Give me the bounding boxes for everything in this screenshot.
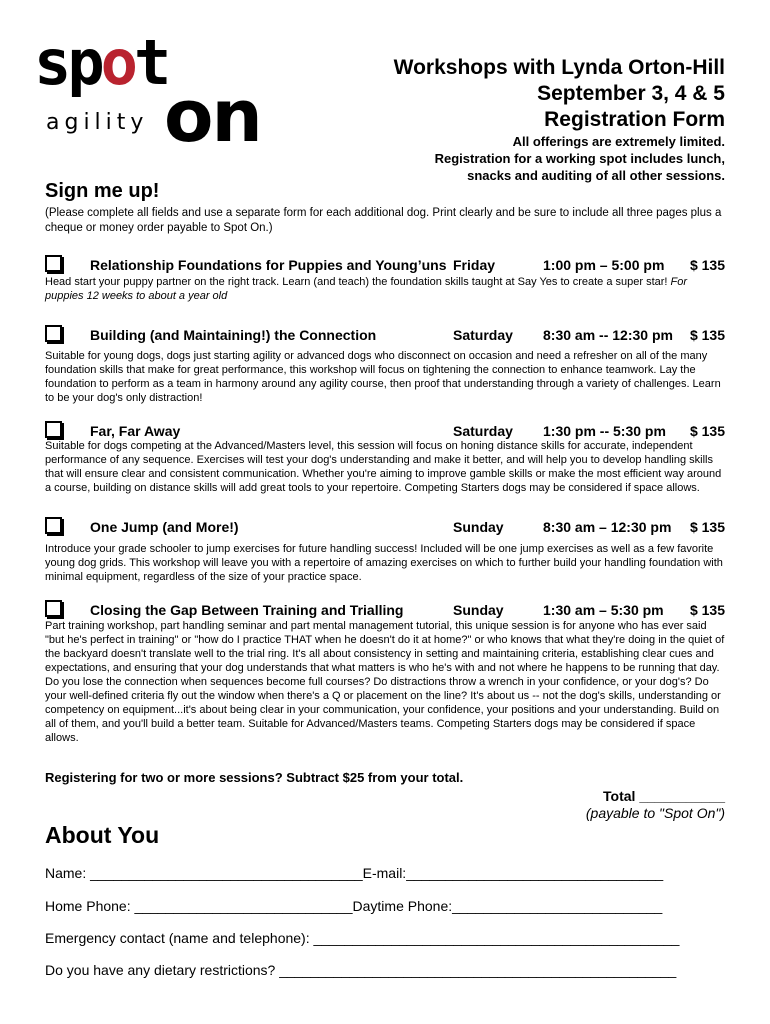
header-note bbox=[435, 133, 725, 184]
workshop-description: Part training workshop, part handling seminar and part mental management tutorial, this unique session is for anyone who has ever said "but he's perfect in training" or "how do I practice THAT when he doesn't do it at home?" or who knows that what they're doing in the quiet of the backyard doesn't translate well to the trial ring. It's all about consistency in setting and maintaining criteria, establishing clear cues and expectations, and ensuring that your dog understands that what matters is who he's with and not where he happens to be running that day. Do you lose the connection when sequences become full courses? Do distractions throw a wrench in your confidence, or your dog's? Do your well-defined criteria fly out the window when there's a Q or placement on the line? It's about us -- not the dog's skills, understanding or competency on equipment...it's about being clear in your communication, your confidence, your positions and your understanding. Build on all of them, and you'll build a better team. Suitable for Advanced/Masters teams. Competing Starters dogs may be considered if space allows. bbox=[45, 620, 725, 744]
workshop-name: Relationship Foundations for Puppies and Young’uns bbox=[90, 257, 447, 273]
workshop-name: Far, Far Away bbox=[90, 423, 181, 439]
logo-on-text: on bbox=[164, 74, 261, 158]
workshop-time: 1:30 pm -- 5:30 pm bbox=[543, 423, 666, 439]
workshop-description: Introduce your grade schooler to jump exercises for future handling success! Included will be one jump exercises as well as a few favorite young dog grids. This workshop will leave you with a repertoire of amazing exercises on which to further build your handling foundation with minimal equipment, regardless of the size of your practice space. bbox=[45, 543, 723, 583]
header-title bbox=[394, 55, 725, 133]
workshop-row bbox=[45, 327, 725, 347]
workshop-name: One Jump (and More!) bbox=[90, 519, 239, 535]
workshop-price: $ 135 bbox=[689, 423, 725, 439]
workshop-day: Friday bbox=[453, 257, 496, 273]
note-line-2: Registration for a working spot includes lunch, bbox=[434, 151, 725, 166]
dietary-restrictions-field[interactable]: Do you have any dietary restrictions? ___________________________________________________ bbox=[45, 962, 677, 978]
spot-on-logo bbox=[34, 26, 264, 158]
workshop-time: 1:00 pm – 5:00 pm bbox=[543, 257, 665, 273]
workshop-day: Saturday bbox=[453, 327, 513, 343]
checkbox[interactable] bbox=[45, 517, 62, 539]
logo-spot-text: spot bbox=[34, 26, 168, 99]
workshop-time: 8:30 am – 12:30 pm bbox=[543, 519, 672, 535]
total-field[interactable]: Total ___________ bbox=[603, 788, 725, 804]
workshop-description: Suitable for dogs competing at the Advanced/Masters level, this session will focus on honing distance skills for accurate, independent performance of any sequence. Exercises will test your dog's understanding and make it better, and will help you to develop handling skills that will ensure clear and consistent communication. Whether you're aiming to improve gamble skills or make the most efficient way around a course, building on distance skills will add great tools to your repertoire. Competing Starters dogs may be considered if space allows. bbox=[45, 440, 722, 494]
workshop-name: Closing the Gap Between Training and Trialling bbox=[90, 602, 404, 618]
checkbox[interactable] bbox=[45, 255, 62, 277]
about-heading: About You bbox=[45, 822, 160, 848]
workshop-description: Suitable for young dogs, dogs just starting agility or advanced dogs who disconnect on occasion and need a refresher on all of the many foundation skills that make for great performance, this workshop will focus on tightening the connection to enhance teamwork. Lay the foundation to perform as a team in harmony around any agility course, then proof that understanding through a variety of challenges. Learn to be your dog's only distraction! bbox=[45, 350, 721, 404]
title-line-3: Registration Form bbox=[544, 108, 725, 131]
signup-heading: Sign me up! bbox=[45, 180, 160, 202]
workshop-description: Head start your puppy partner on the right track. Learn (and teach) the foundation skills taught at Say Yes to create a super star! For puppies 12 weeks to about a year old bbox=[45, 276, 688, 302]
workshop-day: Sunday bbox=[453, 602, 504, 618]
note-line-3: snacks and auditing of all other sessions. bbox=[467, 168, 725, 183]
workshop-row bbox=[45, 519, 725, 539]
multi-session-discount: Registering for two or more sessions? Subtract $25 from your total. bbox=[45, 770, 464, 785]
workshop-price: $ 135 bbox=[689, 327, 725, 343]
title-line-2: September 3, 4 & 5 bbox=[537, 82, 725, 105]
phone-field[interactable]: Home Phone: ____________________________Daytime Phone:___________________________ bbox=[45, 898, 663, 914]
payable-note: (payable to "Spot On") bbox=[585, 805, 725, 821]
workshop-price: $ 135 bbox=[689, 519, 725, 535]
checkbox[interactable] bbox=[45, 325, 62, 347]
workshop-price: $ 135 bbox=[689, 602, 725, 618]
workshop-day: Sunday bbox=[453, 519, 504, 535]
workshop-row bbox=[45, 257, 725, 277]
logo-agility-text: agility bbox=[46, 110, 149, 135]
workshop-day: Saturday bbox=[453, 423, 513, 439]
workshop-age-note: For puppies 12 weeks to about a year old bbox=[45, 276, 688, 302]
title-line-1: Workshops with Lynda Orton-Hill bbox=[393, 56, 725, 79]
emergency-contact-field[interactable]: Emergency contact (name and telephone): _______________________________________________ bbox=[45, 930, 680, 946]
workshop-price: $ 135 bbox=[689, 257, 725, 273]
name-email-field[interactable]: Name: ___________________________________E-mail:_________________________________ bbox=[45, 865, 664, 881]
workshop-time: 8:30 am -- 12:30 pm bbox=[543, 327, 673, 343]
workshop-name: Building (and Maintaining!) the Connection bbox=[90, 327, 377, 343]
note-line-1: All offerings are extremely limited. bbox=[512, 134, 725, 149]
signup-intro: (Please complete all fields and use a separate form for each additional dog. Print clearly and be sure to include all three pages plus a cheque or money order payable to Spot On.) bbox=[45, 207, 722, 234]
workshop-time: 1:30 am – 5:30 pm bbox=[543, 602, 664, 618]
